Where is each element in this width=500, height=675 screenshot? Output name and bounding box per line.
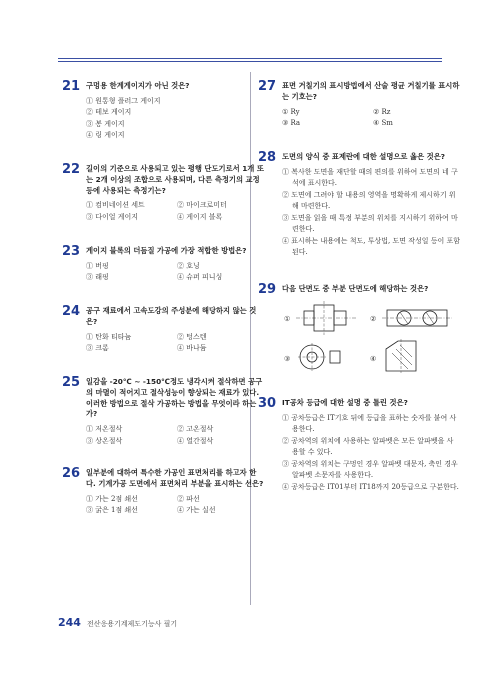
question-text: IT공차 등급에 대한 설명 중 틀린 것은? — [282, 398, 408, 407]
option-1: ① Ry — [282, 107, 300, 116]
options — [282, 413, 460, 494]
option-2: ② 테보 게이지 — [86, 108, 132, 117]
option-2: ② 파선 — [177, 494, 200, 503]
question-text: 일감을 -20℃ ~ -150℃정도 냉각시켜 절삭하면 공구의 마멸이 적어지고 절삭성능이 향상되는 재료가 있다. 이러한 방법으로 절삭 가공하는 방법을 무엇이라 하는가? — [86, 377, 263, 419]
option-1: ① 원통형 플러그 게이지 — [86, 96, 161, 105]
option-1: ① 탄화 티타늄 — [86, 332, 132, 341]
question-text: 도면의 양식 중 표제란에 대한 설명으로 옳은 것은? — [282, 152, 445, 161]
options — [282, 167, 460, 259]
option-2: ② 도면에 그려야 할 내용의 영역을 명확하게 제시하기 위해 마련한다. — [282, 190, 456, 211]
option-2: ② 호닝 — [177, 261, 200, 270]
question-number: 29 — [258, 282, 277, 297]
question-number: 30 — [258, 396, 277, 411]
question-text: 일부분에 대하여 특수한 가공인 표면처리를 하고자 한다. 기계가공 도면에서 표면처리 부분을 표시하는 선은? — [86, 468, 264, 488]
question-number: 28 — [258, 150, 277, 165]
option-4: ④ 슈퍼 피니싱 — [177, 273, 223, 282]
options — [86, 96, 264, 142]
option-3: ③ 다이얼 게이지 — [86, 212, 139, 221]
figure-4-drawing — [382, 339, 422, 373]
option-3: ③ 봉 게이지 — [86, 119, 125, 128]
question-28 — [258, 150, 461, 259]
option-4: ④ Sm — [373, 119, 393, 128]
figure-label-2: ② — [370, 314, 377, 323]
option-3: ③ 상온절삭 — [86, 436, 123, 445]
figure-label-1: ① — [284, 314, 291, 323]
options — [282, 107, 460, 130]
option-1: ① 복사한 도면을 재단할 때의 편의를 위하여 도면의 네 구석에 표시한다. — [282, 167, 458, 188]
option-4: ④ 게이지 블록 — [177, 212, 223, 221]
header-rule-thin — [58, 61, 442, 62]
question-text: 길이의 기준으로 사용되고 있는 평행 단도기로서 1개 또는 2개 이상의 조합으로 사용되며, 다른 측정기의 교정 등에 사용되는 측정기는? — [86, 164, 264, 195]
question-text: 표면 거칠기의 표시방법에서 산술 평균 거칠기를 표시하는 기호는? — [282, 81, 460, 101]
question-29 — [258, 282, 460, 373]
question-30 — [258, 396, 460, 493]
question-number: 27 — [258, 79, 277, 94]
question-text: 다음 단면도 중 부분 단면도에 해당하는 것은? — [282, 284, 429, 293]
header-rule — [58, 58, 442, 59]
options — [86, 332, 264, 355]
page-footer — [58, 616, 177, 629]
question-number: 26 — [62, 466, 81, 481]
figure-label-4: ④ — [370, 354, 377, 363]
figure-2-drawing — [382, 301, 452, 335]
option-3: ③ 래핑 — [86, 273, 109, 282]
question-number: 23 — [62, 244, 81, 259]
options — [86, 494, 264, 517]
options — [86, 424, 264, 447]
question-number: 24 — [62, 304, 81, 319]
question-23 — [62, 244, 264, 284]
question-text: 게이지 블록의 더듬질 가공에 가장 적합한 방법은? — [86, 246, 247, 255]
option-2: ② 텅스텐 — [177, 332, 207, 341]
question-26 — [62, 466, 264, 517]
page-number: 244 — [58, 616, 81, 629]
options — [86, 200, 264, 223]
question-21 — [62, 79, 264, 142]
option-3: ③ Ra — [282, 119, 301, 128]
option-2: ② 고온절삭 — [177, 425, 214, 434]
options — [86, 261, 264, 284]
option-4: ④ 바나듐 — [177, 344, 207, 353]
option-3: ③ 굵은 1점 쇄선 — [86, 506, 138, 515]
option-2: ② 공차역의 위치에 사용하는 알파벳은 모든 알파벳을 사용할 수 있다. — [282, 436, 454, 457]
option-2: ② Rz — [373, 107, 391, 116]
book-title: 전산응용기계제도기능사 필기 — [86, 620, 178, 628]
option-1: ① 저온절삭 — [86, 425, 123, 434]
question-27 — [258, 79, 460, 130]
question-25 — [62, 375, 264, 447]
figure-3-drawing — [296, 341, 346, 373]
figure-label-3: ③ — [284, 354, 291, 363]
question-text: 공구 재료에서 고속도강의 주성분에 해당하지 않는 것은? — [86, 306, 257, 326]
option-4: ④ 공차등급은 IT01부터 IT18까지 20등급으로 구분한다. — [282, 482, 459, 491]
option-2: ② 마이크로미터 — [177, 201, 227, 210]
question-text: 구멍용 한계게이지가 아닌 것은? — [86, 81, 190, 90]
question-24 — [62, 304, 264, 355]
option-1: ① 버핑 — [86, 261, 109, 270]
option-4: ④ 링 게이지 — [86, 131, 125, 140]
question-number: 21 — [62, 79, 81, 94]
option-4: ④ 열간절삭 — [177, 436, 214, 445]
question-number: 25 — [62, 375, 81, 390]
option-1: ① 가는 2점 쇄선 — [86, 494, 138, 503]
figure-1-drawing — [296, 301, 356, 335]
section-figures — [282, 301, 460, 373]
question-22 — [62, 162, 264, 223]
question-number: 22 — [62, 162, 81, 177]
option-4: ④ 가는 실선 — [177, 506, 216, 515]
option-1: ① 공차등급은 IT기호 뒤에 등급을 표하는 숫자를 붙여 사용한다. — [282, 413, 457, 434]
option-1: ① 컴비네이션 세트 — [86, 201, 145, 210]
option-3: ③ 도면을 읽을 때 특정 부분의 위치를 지시하기 위하여 마련한다. — [282, 213, 458, 234]
option-3: ③ 공차역의 위치는 구멍인 경우 알파벳 대문자, 축인 경우 알파벳 소문자를 사용한다. — [282, 459, 458, 480]
option-4: ④ 표시하는 내용에는 척도, 투상법, 도면 작성일 등이 포함된다. — [282, 236, 461, 257]
option-3: ③ 크롬 — [86, 344, 109, 353]
